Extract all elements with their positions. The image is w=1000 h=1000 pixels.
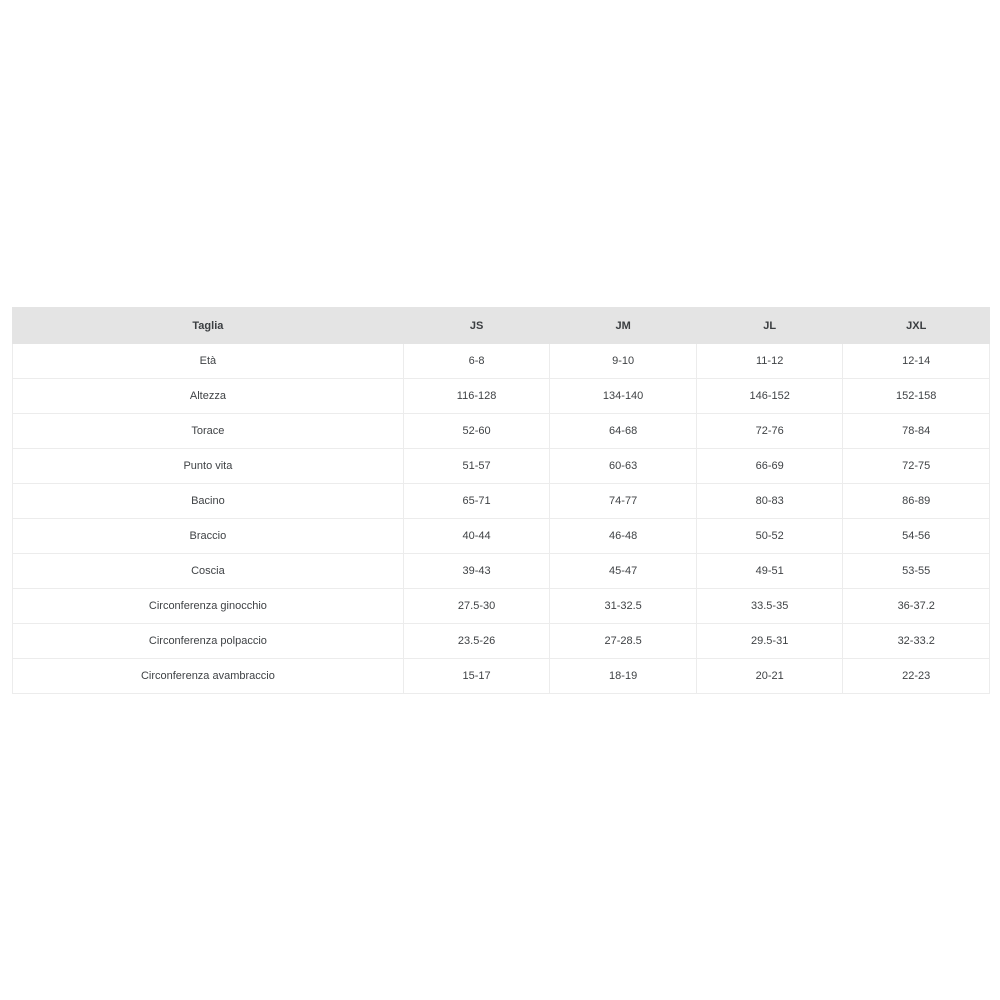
measurement-label: Età (13, 344, 404, 379)
measurement-value: 60-63 (550, 449, 697, 484)
measurement-value: 49-51 (696, 554, 843, 589)
table-row (13, 624, 990, 659)
measurement-value: 46-48 (550, 519, 697, 554)
table-row (13, 554, 990, 589)
measurement-value: 29.5-31 (696, 624, 843, 659)
measurement-value: 65-71 (403, 484, 550, 519)
column-header-taglia: Taglia (13, 308, 404, 344)
measurement-value: 39-43 (403, 554, 550, 589)
measurement-value: 50-52 (696, 519, 843, 554)
measurement-value: 72-75 (843, 449, 990, 484)
measurement-value: 33.5-35 (696, 589, 843, 624)
size-chart-header (13, 308, 990, 344)
measurement-value: 116-128 (403, 379, 550, 414)
measurement-value: 52-60 (403, 414, 550, 449)
measurement-label: Coscia (13, 554, 404, 589)
measurement-value: 74-77 (550, 484, 697, 519)
measurement-value: 66-69 (696, 449, 843, 484)
table-row (13, 659, 990, 694)
measurement-value: 11-12 (696, 344, 843, 379)
table-row (13, 414, 990, 449)
table-row (13, 484, 990, 519)
measurement-value: 18-19 (550, 659, 697, 694)
measurement-label: Punto vita (13, 449, 404, 484)
measurement-label: Braccio (13, 519, 404, 554)
measurement-value: 64-68 (550, 414, 697, 449)
measurement-value: 72-76 (696, 414, 843, 449)
measurement-value: 134-140 (550, 379, 697, 414)
measurement-value: 27.5-30 (403, 589, 550, 624)
measurement-value: 27-28.5 (550, 624, 697, 659)
table-row (13, 519, 990, 554)
measurement-value: 40-44 (403, 519, 550, 554)
measurement-label: Altezza (13, 379, 404, 414)
measurement-value: 146-152 (696, 379, 843, 414)
measurement-value: 78-84 (843, 414, 990, 449)
size-chart-body (13, 344, 990, 694)
measurement-label: Circonferenza ginocchio (13, 589, 404, 624)
measurement-value: 152-158 (843, 379, 990, 414)
measurement-value: 20-21 (696, 659, 843, 694)
column-header-jxl: JXL (843, 308, 990, 344)
measurement-value: 80-83 (696, 484, 843, 519)
measurement-value: 32-33.2 (843, 624, 990, 659)
measurement-value: 15-17 (403, 659, 550, 694)
measurement-value: 54-56 (843, 519, 990, 554)
table-row (13, 449, 990, 484)
table-row (13, 344, 990, 379)
measurement-value: 6-8 (403, 344, 550, 379)
column-header-jm: JM (550, 308, 697, 344)
measurement-value: 31-32.5 (550, 589, 697, 624)
measurement-value: 86-89 (843, 484, 990, 519)
column-header-js: JS (403, 308, 550, 344)
size-chart-table (12, 307, 990, 694)
measurement-value: 36-37.2 (843, 589, 990, 624)
measurement-value: 53-55 (843, 554, 990, 589)
measurement-label: Circonferenza polpaccio (13, 624, 404, 659)
measurement-value: 23.5-26 (403, 624, 550, 659)
measurement-label: Torace (13, 414, 404, 449)
measurement-label: Bacino (13, 484, 404, 519)
measurement-value: 51-57 (403, 449, 550, 484)
table-row (13, 379, 990, 414)
header-row (13, 308, 990, 344)
measurement-value: 22-23 (843, 659, 990, 694)
column-header-jl: JL (696, 308, 843, 344)
measurement-label: Circonferenza avambraccio (13, 659, 404, 694)
measurement-value: 45-47 (550, 554, 697, 589)
measurement-value: 12-14 (843, 344, 990, 379)
table-row (13, 589, 990, 624)
measurement-value: 9-10 (550, 344, 697, 379)
